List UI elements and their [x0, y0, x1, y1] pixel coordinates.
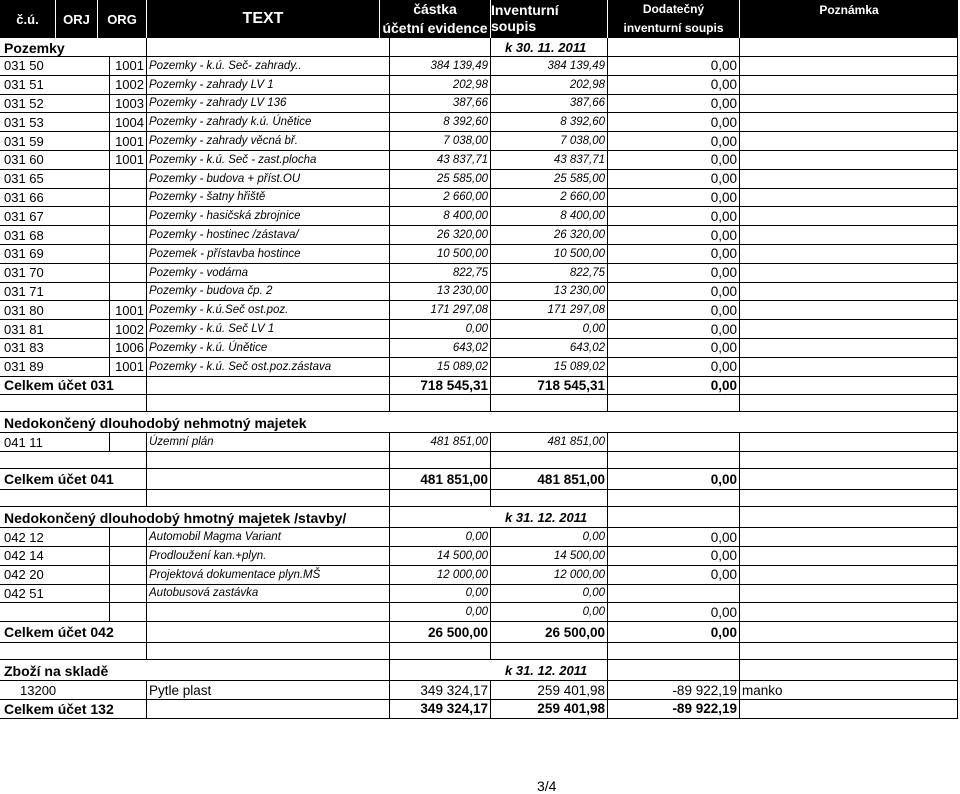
additional-inventory-cell: 0,00 — [608, 603, 740, 622]
table-row — [0, 189, 960, 208]
additional-inventory-cell: 0,00 — [608, 547, 740, 566]
org-cell — [110, 245, 147, 264]
inventory-amount-cell: 12 000,00 — [491, 566, 608, 585]
accounting-amount-cell: 43 837,71 — [390, 151, 491, 170]
accounting-amount-cell: 15 089,02 — [390, 358, 491, 377]
table-row — [0, 132, 960, 151]
note-cell — [740, 433, 958, 452]
additional-inventory-cell: 0,00 — [608, 113, 740, 132]
inventory-amount-cell: 14 500,00 — [491, 547, 608, 566]
note-cell — [740, 95, 958, 114]
accounting-amount-cell: 12 000,00 — [390, 566, 491, 585]
org-cell: 1001 — [110, 151, 147, 170]
note-cell — [740, 189, 958, 208]
note-cell — [740, 132, 958, 151]
table-row — [0, 320, 960, 339]
additional-inventory-cell: 0,00 — [608, 151, 740, 170]
table-row — [0, 301, 960, 320]
table-row — [0, 264, 960, 283]
account-cell: 031 65 — [0, 170, 110, 189]
additional-inventory-cell: 0,00 — [608, 245, 740, 264]
text-cell: Pozemky - k.ú. Seč- zahrady.. — [147, 57, 390, 76]
note-cell — [740, 113, 958, 132]
note-cell — [740, 283, 958, 302]
accounting-amount-cell: 171 297,08 — [390, 301, 491, 320]
inventory-amount-cell: 384 139,49 — [491, 57, 608, 76]
additional-inventory-cell: 0,00 — [608, 189, 740, 208]
total-additional-inventory: 0,00 — [608, 622, 740, 643]
account-cell: 031 83 — [0, 339, 110, 358]
text-cell: Automobil Magma Variant — [147, 528, 390, 547]
account-cell: 031 53 — [0, 113, 110, 132]
additional-inventory-cell: 0,00 — [608, 566, 740, 585]
additional-inventory-cell: 0,00 — [608, 57, 740, 76]
accounting-amount-cell: 2 660,00 — [390, 189, 491, 208]
total-row — [0, 377, 960, 396]
note-cell — [740, 528, 958, 547]
note-cell — [740, 226, 958, 245]
section-title: Nedokončený dlouhodobý nehmotný majetek — [4, 414, 307, 431]
text-cell: Pozemky - budova čp. 2 — [147, 283, 390, 302]
page-number: 3/4 — [537, 778, 557, 794]
inventory-amount-cell: 387,66 — [491, 95, 608, 114]
table-row — [0, 547, 960, 566]
inventory-amount-cell: 481 851,00 — [491, 433, 608, 452]
header-cu: č.ú. — [0, 0, 56, 38]
header-text: TEXT — [147, 0, 380, 38]
section-title: Nedokončený dlouhodobý hmotný majetek /stavby/ — [4, 509, 347, 526]
account-cell: 042 20 — [0, 566, 110, 585]
section-header-row — [0, 660, 960, 681]
text-cell: Pozemky - k.ú.Seč ost.poz. — [147, 301, 390, 320]
account-cell: 031 51 — [0, 76, 110, 95]
accounting-amount-cell: 0,00 — [390, 528, 491, 547]
header-org: ORG — [98, 0, 147, 38]
text-cell: Pozemky - hostinec /zástava/ — [147, 226, 390, 245]
accounting-amount-cell: 0,00 — [390, 603, 491, 622]
account-cell: 031 50 — [0, 57, 110, 76]
additional-inventory-cell: 0,00 — [608, 264, 740, 283]
table-row — [0, 151, 960, 170]
header-orj: ORJ — [56, 0, 98, 38]
table-header — [0, 0, 960, 38]
text-cell: Pozemky - k.ú. Seč - zast.plocha — [147, 151, 390, 170]
org-cell: 1001 — [110, 132, 147, 151]
account-cell: 041 11 — [0, 433, 110, 452]
account-cell: 031 52 — [0, 95, 110, 114]
header-inventurni-soupis: Inventurní soupis — [491, 0, 608, 38]
text-cell: Pozemky - zahrady LV 1 — [147, 76, 390, 95]
section-header-row — [0, 507, 960, 528]
note-cell — [740, 151, 958, 170]
account-cell: 042 12 — [0, 528, 110, 547]
org-cell: 1004 — [110, 113, 147, 132]
account-cell: 13200 — [0, 681, 147, 700]
section-header-row — [0, 38, 960, 57]
section-title: Pozemky — [4, 39, 65, 56]
total-accounting-amount: 349 324,17 — [390, 700, 491, 719]
inventory-amount-cell: 2 660,00 — [491, 189, 608, 208]
note-cell — [740, 57, 958, 76]
table-row — [0, 170, 960, 189]
note-cell — [740, 170, 958, 189]
header-dodatecny-line1: Dodatečný — [642, 1, 705, 16]
additional-inventory-cell: 0,00 — [608, 339, 740, 358]
note-cell — [740, 566, 958, 585]
org-cell — [110, 170, 147, 189]
table-row — [0, 603, 960, 622]
accounting-amount-cell: 0,00 — [390, 585, 491, 604]
text-cell: Pozemky - hasičská zbrojnice — [147, 207, 390, 226]
org-cell: 1003 — [110, 95, 147, 114]
note-cell — [740, 301, 958, 320]
table-row — [0, 57, 960, 76]
total-label: Celkem účet 042 — [0, 622, 147, 643]
additional-inventory-cell — [608, 585, 740, 604]
inventory-amount-cell: 7 038,00 — [491, 132, 608, 151]
accounting-amount-cell: 7 038,00 — [390, 132, 491, 151]
table-row — [0, 339, 960, 358]
additional-inventory-cell: 0,00 — [608, 226, 740, 245]
total-accounting-amount: 718 545,31 — [390, 377, 491, 396]
account-cell — [0, 603, 110, 622]
org-cell — [110, 585, 147, 604]
inventory-amount-cell: 0,00 — [491, 320, 608, 339]
header-castka-line1: částka — [413, 0, 457, 17]
note-cell — [740, 76, 958, 95]
org-cell: 1002 — [110, 320, 147, 339]
table-row — [0, 566, 960, 585]
note-cell — [740, 245, 958, 264]
account-cell: 042 14 — [0, 547, 110, 566]
accounting-amount-cell: 13 230,00 — [390, 283, 491, 302]
inventory-amount-cell: 822,75 — [491, 264, 608, 283]
accounting-amount-cell: 384 139,49 — [390, 57, 491, 76]
org-cell — [110, 264, 147, 283]
table-row — [0, 528, 960, 547]
org-cell — [110, 226, 147, 245]
accounting-amount-cell: 202,98 — [390, 76, 491, 95]
account-cell: 031 59 — [0, 132, 110, 151]
note-cell — [740, 207, 958, 226]
inventory-amount-cell: 26 320,00 — [491, 226, 608, 245]
org-cell — [110, 528, 147, 547]
table-row — [0, 245, 960, 264]
org-cell — [110, 433, 147, 452]
total-inventory-amount: 259 401,98 — [491, 700, 608, 719]
org-cell — [110, 603, 147, 622]
total-inventory-amount: 718 545,31 — [491, 377, 608, 396]
org-cell: 1002 — [110, 76, 147, 95]
header-dodatecny — [608, 0, 740, 38]
text-cell: Územní plán — [147, 433, 390, 452]
total-label: Celkem účet 031 — [0, 377, 147, 396]
text-cell: Pozemky - zahrady věcná bř. — [147, 132, 390, 151]
total-label: Celkem účet 041 — [0, 469, 147, 490]
org-cell — [110, 189, 147, 208]
note-cell — [740, 339, 958, 358]
total-row — [0, 700, 960, 719]
inventory-amount-cell: 202,98 — [491, 76, 608, 95]
account-cell: 031 70 — [0, 264, 110, 283]
text-cell: Pozemek - přístavba hostince — [147, 245, 390, 264]
header-castka-line2: účetní evidence — [382, 19, 488, 36]
accounting-amount-cell: 8 400,00 — [390, 207, 491, 226]
inventory-amount-cell: 259 401,98 — [491, 681, 608, 700]
text-cell: Pozemky - k.ú. Únětice — [147, 339, 390, 358]
additional-inventory-cell: 0,00 — [608, 132, 740, 151]
note-cell — [740, 603, 958, 622]
accounting-amount-cell: 0,00 — [390, 320, 491, 339]
account-cell: 031 80 — [0, 301, 110, 320]
additional-inventory-cell: 0,00 — [608, 320, 740, 339]
inventory-amount-cell: 0,00 — [491, 585, 608, 604]
inventory-amount-cell: 25 585,00 — [491, 170, 608, 189]
note-cell — [740, 585, 958, 604]
account-cell: 031 66 — [0, 189, 110, 208]
total-inventory-amount: 481 851,00 — [491, 469, 608, 490]
text-cell: Pytle plast — [147, 681, 390, 700]
additional-inventory-cell: 0,00 — [608, 301, 740, 320]
accounting-amount-cell: 8 392,60 — [390, 113, 491, 132]
total-inventory-amount: 26 500,00 — [491, 622, 608, 643]
inventory-amount-cell: 10 500,00 — [491, 245, 608, 264]
account-cell: 031 81 — [0, 320, 110, 339]
inventory-amount-cell: 0,00 — [491, 528, 608, 547]
accounting-amount-cell: 25 585,00 — [390, 170, 491, 189]
text-cell: Pozemky - budova + příst.OU — [147, 170, 390, 189]
accounting-amount-cell: 822,75 — [390, 264, 491, 283]
text-cell: Pozemky - zahrady LV 136 — [147, 95, 390, 114]
total-row — [0, 469, 960, 490]
total-additional-inventory: 0,00 — [608, 377, 740, 396]
text-cell — [147, 603, 390, 622]
section-date: k 30. 11. 2011 — [505, 40, 587, 55]
additional-inventory-cell: 0,00 — [608, 170, 740, 189]
account-cell: 031 69 — [0, 245, 110, 264]
section-date: k 31. 12. 2011 — [505, 663, 588, 679]
note-cell: manko — [740, 681, 958, 700]
text-cell: Projektová dokumentace plyn.MŠ — [147, 566, 390, 585]
section-header-row — [0, 412, 960, 433]
account-cell: 031 68 — [0, 226, 110, 245]
total-label: Celkem účet 132 — [0, 700, 147, 719]
note-cell — [740, 358, 958, 377]
total-additional-inventory: -89 922,19 — [608, 700, 740, 719]
account-cell: 031 60 — [0, 151, 110, 170]
table-row — [0, 207, 960, 226]
account-cell: 031 89 — [0, 358, 110, 377]
table-row — [0, 358, 960, 377]
header-poznamka: Poznámka — [740, 0, 958, 38]
account-cell: 031 67 — [0, 207, 110, 226]
additional-inventory-cell: 0,00 — [608, 283, 740, 302]
org-cell: 1006 — [110, 339, 147, 358]
text-cell: Pozemky - k.ú. Seč LV 1 — [147, 320, 390, 339]
inventory-amount-cell: 8 400,00 — [491, 207, 608, 226]
table-row — [0, 113, 960, 132]
text-cell: Pozemky - šatny hřiště — [147, 189, 390, 208]
account-cell: 042 51 — [0, 585, 110, 604]
inventory-amount-cell: 171 297,08 — [491, 301, 608, 320]
org-cell — [110, 207, 147, 226]
accounting-amount-cell: 349 324,17 — [390, 681, 491, 700]
note-cell — [740, 547, 958, 566]
total-row — [0, 622, 960, 643]
section-date: k 31. 12. 2011 — [505, 510, 588, 526]
accounting-amount-cell: 14 500,00 — [390, 547, 491, 566]
table-row — [0, 433, 960, 452]
additional-inventory-cell — [608, 433, 740, 452]
table-row — [0, 76, 960, 95]
table-row — [0, 95, 960, 114]
text-cell: Prodloužení kan.+plyn. — [147, 547, 390, 566]
additional-inventory-cell: 0,00 — [608, 207, 740, 226]
additional-inventory-cell: 0,00 — [608, 95, 740, 114]
total-accounting-amount: 481 851,00 — [390, 469, 491, 490]
table-row — [0, 283, 960, 302]
section-title: Zboží na skladě — [4, 662, 109, 679]
additional-inventory-cell: 0,00 — [608, 358, 740, 377]
inventory-amount-cell: 643,02 — [491, 339, 608, 358]
inventory-amount-cell: 13 230,00 — [491, 283, 608, 302]
inventory-amount-cell: 15 089,02 — [491, 358, 608, 377]
text-cell: Autobusová zastávka — [147, 585, 390, 604]
text-cell: Pozemky - k.ú. Seč ost.poz.zástava — [147, 358, 390, 377]
note-cell — [740, 264, 958, 283]
org-cell — [110, 547, 147, 566]
accounting-amount-cell: 26 320,00 — [390, 226, 491, 245]
total-additional-inventory: 0,00 — [608, 469, 740, 490]
text-cell: Pozemky - vodárna — [147, 264, 390, 283]
note-cell — [740, 320, 958, 339]
accounting-amount-cell: 481 851,00 — [390, 433, 491, 452]
additional-inventory-cell: 0,00 — [608, 528, 740, 547]
accounting-amount-cell: 10 500,00 — [390, 245, 491, 264]
org-cell — [110, 283, 147, 302]
additional-inventory-cell: 0,00 — [608, 76, 740, 95]
table-row — [0, 681, 960, 700]
accounting-amount-cell: 643,02 — [390, 339, 491, 358]
inventory-amount-cell: 43 837,71 — [491, 151, 608, 170]
table-row — [0, 585, 960, 604]
header-dodatecny-line2: inventurní soupis — [623, 20, 724, 35]
total-accounting-amount: 26 500,00 — [390, 622, 491, 643]
org-cell: 1001 — [110, 301, 147, 320]
org-cell: 1001 — [110, 57, 147, 76]
account-cell: 031 71 — [0, 283, 110, 302]
header-castka — [380, 0, 491, 38]
additional-inventory-cell: -89 922,19 — [608, 681, 740, 700]
table-row — [0, 226, 960, 245]
org-cell — [110, 566, 147, 585]
inventory-amount-cell: 8 392,60 — [491, 113, 608, 132]
text-cell: Pozemky - zahrady k.ú. Únětice — [147, 113, 390, 132]
accounting-amount-cell: 387,66 — [390, 95, 491, 114]
org-cell: 1001 — [110, 358, 147, 377]
inventory-amount-cell: 0,00 — [491, 603, 608, 622]
